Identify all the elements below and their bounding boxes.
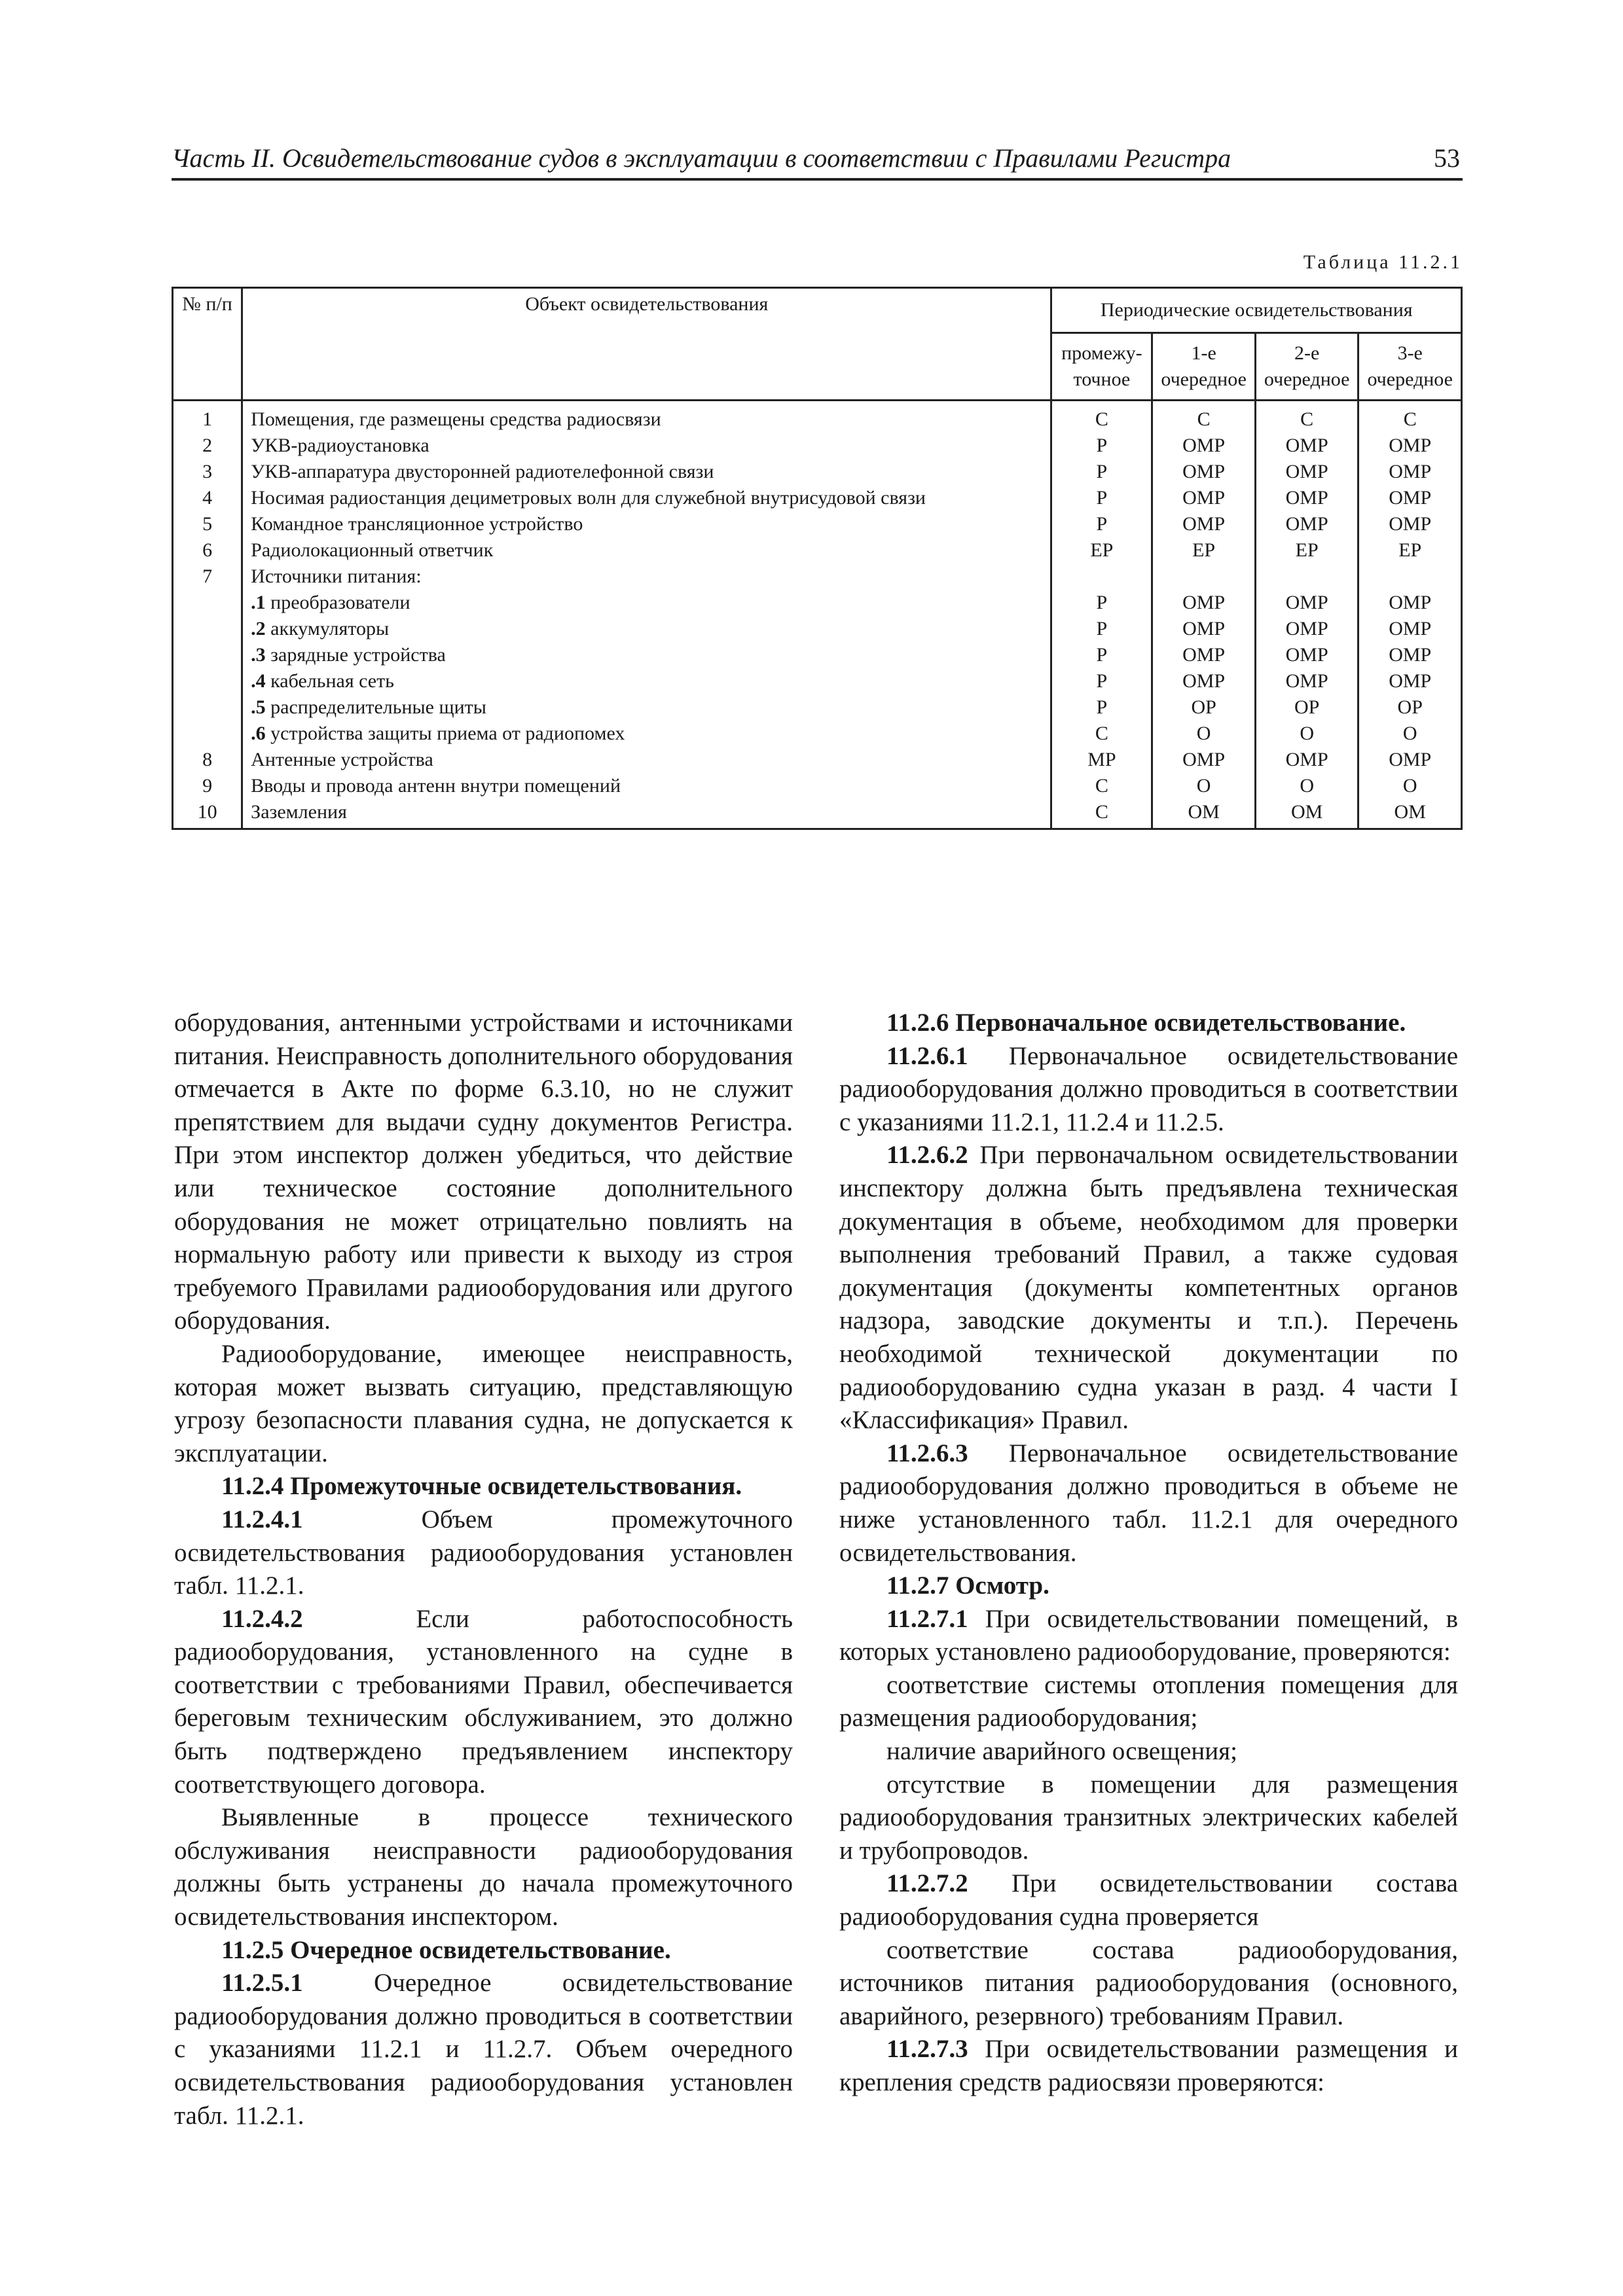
row-object: [242, 564, 1051, 590]
row-object: [242, 721, 1051, 747]
row-value: [1359, 564, 1462, 590]
row-object-text: Антенные устройства: [251, 749, 433, 770]
table-row: [173, 564, 1462, 590]
row-object-text: Радиолокационный ответчик: [251, 539, 494, 561]
row-value: ЕР: [1152, 537, 1256, 564]
row-object-text: Вводы и провода антенн внутри помещений: [251, 775, 621, 797]
table-row: [173, 694, 1462, 721]
page-header: [172, 139, 1463, 181]
row-object-text: Заземления: [251, 801, 347, 823]
numbered-paragraph: [174, 1503, 793, 1603]
table-row: [173, 773, 1462, 799]
table-row: [173, 747, 1462, 773]
row-value: ЕР: [1359, 537, 1462, 564]
paragraph-number: 11.2.4.2: [221, 1604, 303, 1633]
paragraph-text: При освидетельствовании состава радиооборудования судна проверяется: [839, 1869, 1458, 1931]
row-value: ОМР: [1359, 485, 1462, 511]
row-value: ОМР: [1152, 668, 1256, 694]
row-value: С: [1051, 401, 1152, 433]
row-sub-index: .5: [251, 696, 266, 718]
row-value: ОМР: [1359, 668, 1462, 694]
row-value: Р: [1051, 459, 1152, 485]
row-value: ОМР: [1255, 590, 1359, 616]
numbered-paragraph: [839, 1040, 1458, 1139]
row-value: С: [1359, 401, 1462, 433]
row-value: ОМР: [1255, 747, 1359, 773]
paragraph-number: 11.2.6.2: [886, 1141, 968, 1170]
row-sub-index: .1: [251, 592, 266, 613]
row-value: ОМР: [1359, 433, 1462, 459]
row-value: Р: [1051, 485, 1152, 511]
paragraph-text: Если работоспособность радиооборудования, установленного на судне в соответствии с требованиями Правил, обеспечивается береговым техническим обслуживанием, это должно быть подтверждено предъявлением инспектору соответствующего договора.: [174, 1604, 793, 1799]
header-third-regular: 3-е очередное: [1359, 333, 1462, 401]
paragraph: соответствие состава радиооборудования, источников питания радиооборудования (основного, аварийного, резервного) требованиям Правил.: [839, 1935, 1458, 2030]
row-value: ОМР: [1359, 747, 1462, 773]
row-object: [242, 799, 1051, 829]
paragraph: отсутствие в помещении для размещения радиооборудования транзитных электрических кабелей и трубопроводов.: [839, 1770, 1458, 1865]
row-value: С: [1051, 721, 1152, 747]
paragraph-text: Первоначальное освидетельствование радиооборудования должно проводиться в соответствии с указаниями 11.2.1, 11.2.4 и 11.2.5.: [839, 1041, 1458, 1136]
row-number: 5: [173, 511, 242, 537]
header-num: № п/п: [173, 288, 242, 401]
section-heading: 11.2.6 Первоначальное освидетельствование.: [886, 1009, 1406, 1037]
row-sub-index: .3: [251, 644, 266, 666]
running-title: Часть II. Освидетельствование судов в эксплуатации в соответствии с Правилами Регистра: [172, 143, 1231, 173]
table-row: [173, 642, 1462, 668]
row-value: ОМР: [1359, 642, 1462, 668]
table-row: [173, 433, 1462, 459]
numbered-paragraph: [839, 1603, 1458, 1669]
row-value: С: [1051, 773, 1152, 799]
row-value: ОМР: [1255, 485, 1359, 511]
row-value: ОР: [1152, 694, 1256, 721]
row-value: ОМ: [1255, 799, 1359, 829]
row-object-text: кабельная сеть: [270, 670, 394, 692]
table-body: [173, 401, 1462, 829]
paragraph-text: При первоначальном освидетельствовании инспектору должна быть предъявлена техническая документация в объеме, необходимом для проверки выполнения требований Правил, а также судовая документация (документы компетентных органов надзора, заводские документы и т.п.). Перечень необходимой технической документации по радиооборудованию судна указан в разд. 4 части I «Классификация» Правил.: [839, 1141, 1458, 1435]
row-object: [242, 459, 1051, 485]
row-object-text: Носимая радиостанция дециметровых волн для служебной внутрисудовой связи: [251, 487, 926, 509]
numbered-paragraph: [174, 1603, 793, 1802]
table-row: [173, 668, 1462, 694]
row-object: [242, 537, 1051, 564]
numbered-paragraph: [839, 1139, 1458, 1437]
row-value: О: [1152, 773, 1256, 799]
paragraph-text: Объем промежуточного освидетельствования радиооборудования установлен табл. 11.2.1.: [174, 1505, 793, 1600]
row-object: [242, 773, 1051, 799]
row-object: [242, 616, 1051, 642]
row-value: Р: [1051, 590, 1152, 616]
row-value: [1255, 564, 1359, 590]
row-value: ОМР: [1152, 616, 1256, 642]
table-row: [173, 590, 1462, 616]
row-value: ОМР: [1255, 616, 1359, 642]
paragraph: Радиооборудование, имеющее неисправность, которая может вызвать ситуацию, представляющую угрозу безопасности плавания судна, не допускается к эксплуатации.: [174, 1339, 793, 1467]
row-value: О: [1152, 721, 1256, 747]
paragraph-text: Первоначальное освидетельствование радиооборудования должно проводиться в объеме не ниже установленного табл. 11.2.1 для очередного освидетельствования.: [839, 1439, 1458, 1567]
paragraph-number: 11.2.7.2: [886, 1869, 968, 1898]
row-value: Р: [1051, 642, 1152, 668]
row-object-text: устройства защиты приема от радиопомех: [270, 723, 625, 744]
row-sub-index: .4: [251, 670, 266, 692]
row-value: ОР: [1359, 694, 1462, 721]
paragraph-text: При освидетельствовании размещения и крепления средств радиосвязи проверяются:: [839, 2035, 1458, 2096]
header-intermediate: промежу-точное: [1051, 333, 1152, 401]
row-value: О: [1359, 773, 1462, 799]
table-row: [173, 459, 1462, 485]
row-value: ОМР: [1255, 433, 1359, 459]
row-sub-index: .2: [251, 618, 266, 639]
table-row: [173, 537, 1462, 564]
paragraph: наличие аварийного освещения;: [886, 1737, 1237, 1766]
row-object: [242, 642, 1051, 668]
row-value: ОМР: [1152, 511, 1256, 537]
header-first-regular: 1-е очередное: [1152, 333, 1256, 401]
row-object: [242, 433, 1051, 459]
row-object: [242, 485, 1051, 511]
row-object-text: распределительные щиты: [270, 696, 486, 718]
row-object-text: зарядные устройства: [270, 644, 446, 666]
row-value: ЕР: [1255, 537, 1359, 564]
row-value: С: [1255, 401, 1359, 433]
row-object-text: УКВ-аппаратура двусторонней радиотелефонной связи: [251, 461, 714, 482]
row-value: Р: [1051, 511, 1152, 537]
table-row: [173, 401, 1462, 433]
row-value: Р: [1051, 668, 1152, 694]
row-number: [173, 590, 242, 616]
section-heading: 11.2.7 Осмотр.: [886, 1571, 1049, 1600]
row-value: ОМР: [1152, 459, 1256, 485]
row-object-text: Помещения, где размещены средства радиосвязи: [251, 408, 661, 430]
row-number: 1: [173, 401, 242, 433]
row-object-text: УКВ-радиоустановка: [251, 435, 429, 456]
paragraph-text: При освидетельствовании помещений, в которых установлено радиооборудование, проверяются:: [839, 1604, 1458, 1666]
row-number: 6: [173, 537, 242, 564]
row-value: ОМР: [1255, 668, 1359, 694]
row-value: ОМР: [1255, 511, 1359, 537]
row-number: 3: [173, 459, 242, 485]
row-value: ОМР: [1255, 459, 1359, 485]
numbered-paragraph: [839, 1437, 1458, 1570]
header-object: Объект освидетельствования: [242, 288, 1051, 401]
row-value: ОМР: [1359, 459, 1462, 485]
right-text-column: [839, 1007, 1458, 2100]
row-number: 8: [173, 747, 242, 773]
numbered-paragraph: [839, 2033, 1458, 2099]
paragraph-text: Очередное освидетельствование радиооборудования должно проводиться в соответствии с указаниями 11.2.1 и 11.2.7. Объем очередного освидетельствования радиооборудования установлен табл. 11.2.1.: [174, 1969, 793, 2130]
table-row: [173, 799, 1462, 829]
row-object: [242, 401, 1051, 433]
row-value: ЕР: [1051, 537, 1152, 564]
row-value: О: [1255, 721, 1359, 747]
table-row: [173, 485, 1462, 511]
row-value: ОМР: [1359, 590, 1462, 616]
row-value: ОМР: [1152, 433, 1256, 459]
row-number: 7: [173, 564, 242, 590]
paragraph: оборудования, антенными устройствами и источниками питания. Неисправность дополнительного оборудования отмечается в Акте по форме 6.3.10, но не служит препятствием для выдачи судну документов Регистра. При этом инспектор должен убедиться, что действие или техническое состояние дополнительного оборудования не может отрицательно повлиять на нормальную работу или привести к выходу из строя требуемого Правилами радиооборудования или другого оборудования.: [174, 1009, 793, 1335]
row-value: Р: [1051, 433, 1152, 459]
row-number: [173, 668, 242, 694]
row-object-text: Источники питания:: [251, 565, 422, 587]
paragraph-number: 11.2.6.3: [886, 1439, 968, 1467]
row-object: [242, 694, 1051, 721]
row-number: [173, 642, 242, 668]
row-value: [1051, 564, 1152, 590]
row-number: 9: [173, 773, 242, 799]
row-number: [173, 616, 242, 642]
row-value: ОМР: [1255, 642, 1359, 668]
row-object: [242, 590, 1051, 616]
row-value: С: [1152, 401, 1256, 433]
table-caption: Таблица 11.2.1: [1303, 251, 1463, 273]
row-number: 2: [173, 433, 242, 459]
row-value: О: [1255, 773, 1359, 799]
row-value: Р: [1051, 694, 1152, 721]
row-value: С: [1051, 799, 1152, 829]
section-heading: 11.2.5 Очередное освидетельствование.: [221, 1935, 671, 1964]
left-text-column: [174, 1007, 793, 2132]
table-row: [173, 721, 1462, 747]
row-value: ОР: [1255, 694, 1359, 721]
row-value: МР: [1051, 747, 1152, 773]
row-value: ОМР: [1152, 485, 1256, 511]
row-object-text: преобразователи: [270, 592, 410, 613]
row-value: ОМ: [1152, 799, 1256, 829]
numbered-paragraph: [174, 1967, 793, 2132]
numbered-paragraph: [839, 1867, 1458, 1933]
row-object-text: Командное трансляционное устройство: [251, 513, 583, 535]
paragraph-number: 11.2.4.1: [221, 1505, 303, 1534]
row-value: ОМР: [1359, 511, 1462, 537]
header-periodic: Периодические освидетельствования: [1051, 288, 1462, 333]
survey-table: [172, 287, 1463, 830]
paragraph-number: 11.2.7.1: [886, 1604, 968, 1633]
row-value: ОМР: [1152, 642, 1256, 668]
row-value: Р: [1051, 616, 1152, 642]
paragraph: соответствие системы отопления помещения для размещения радиооборудования;: [839, 1670, 1458, 1732]
row-object: [242, 511, 1051, 537]
paragraph-number: 11.2.5.1: [221, 1969, 303, 1998]
row-number: [173, 721, 242, 747]
row-number: 4: [173, 485, 242, 511]
row-value: ОМР: [1152, 590, 1256, 616]
row-number: [173, 694, 242, 721]
page-number: 53: [1434, 143, 1460, 173]
row-value: ОМР: [1152, 747, 1256, 773]
row-value: О: [1359, 721, 1462, 747]
header-second-regular: 2-е очередное: [1255, 333, 1359, 401]
row-sub-index: .6: [251, 723, 266, 744]
row-number: 10: [173, 799, 242, 829]
section-heading: 11.2.4 Промежуточные освидетельствования.: [221, 1472, 742, 1501]
row-object-text: аккумуляторы: [270, 618, 390, 639]
row-object: [242, 668, 1051, 694]
row-object: [242, 747, 1051, 773]
paragraph-number: 11.2.7.3: [886, 2035, 968, 2064]
table-row: [173, 616, 1462, 642]
row-value: ОМР: [1359, 616, 1462, 642]
paragraph-number: 11.2.6.1: [886, 1041, 968, 1070]
paragraph: Выявленные в процессе технического обслуживания неисправности радиооборудования должны быть устранены до начала промежуточного освидетельствования инспектором.: [174, 1803, 793, 1931]
table-row: [173, 511, 1462, 537]
row-value: [1152, 564, 1256, 590]
row-value: ОМ: [1359, 799, 1462, 829]
